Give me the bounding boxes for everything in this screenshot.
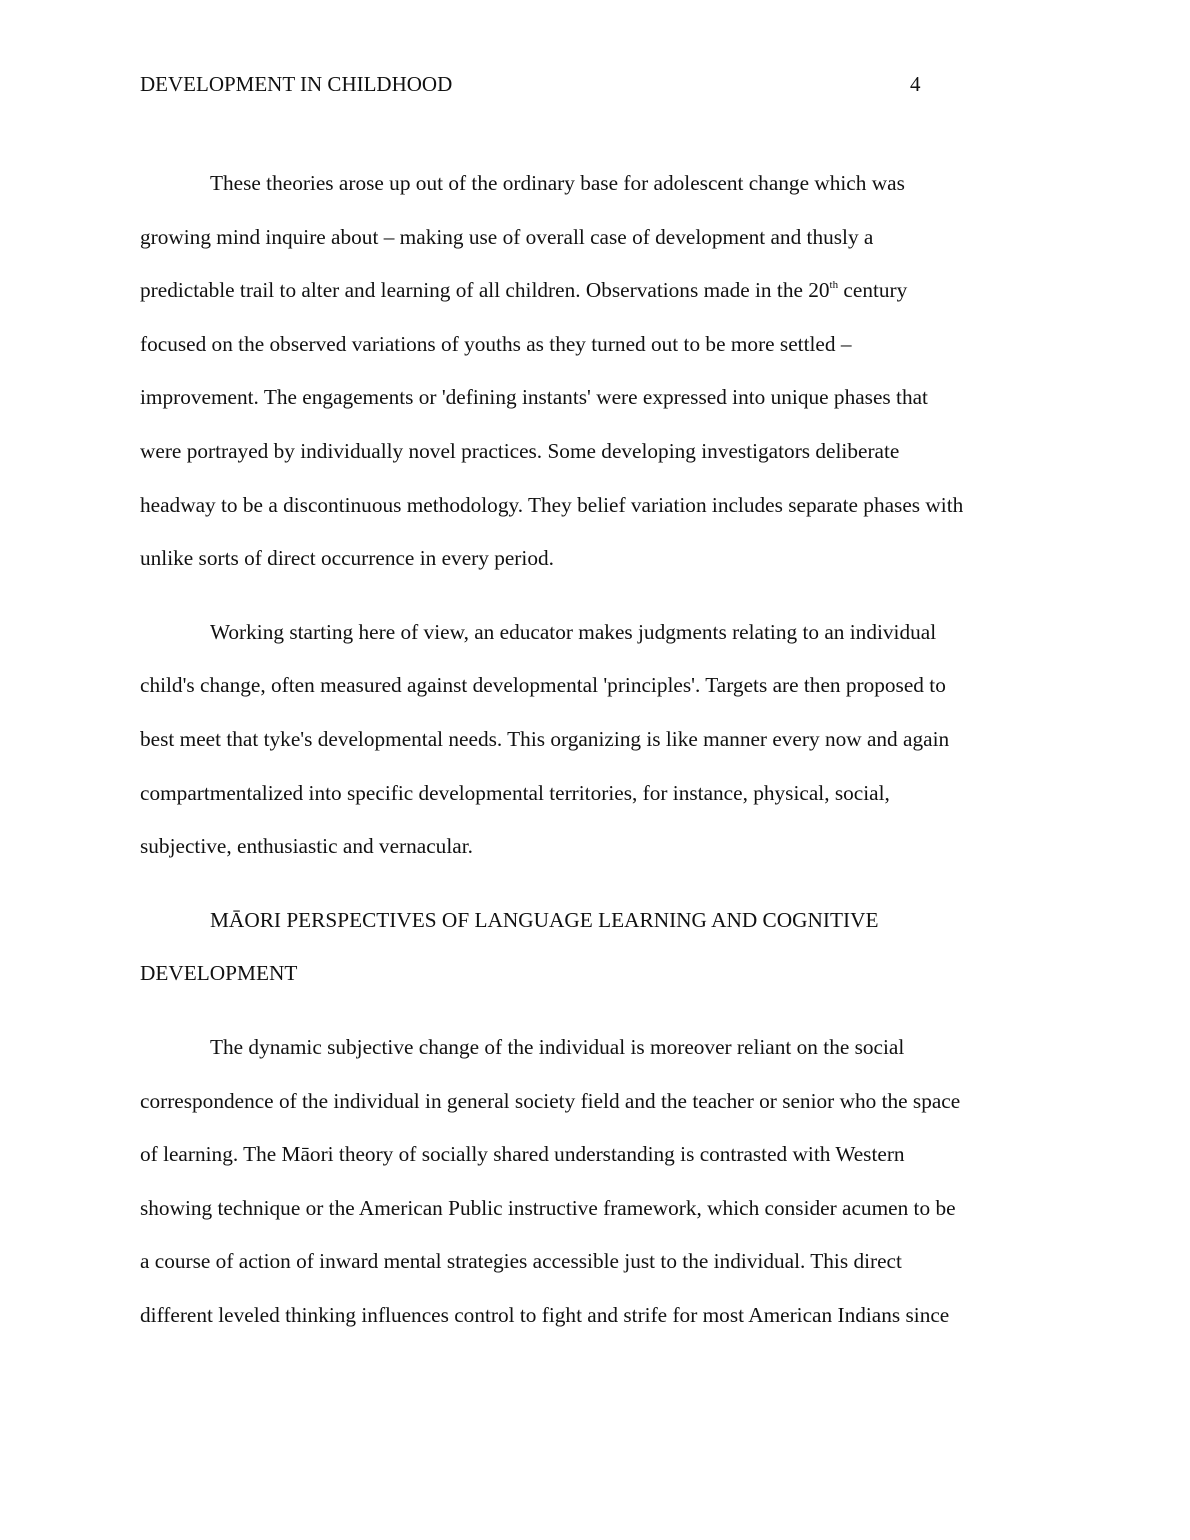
- paragraph-line: subjective, enthusiastic and vernacular.: [140, 834, 473, 859]
- paragraph-2: [140, 606, 1050, 874]
- paragraph-gap: [140, 1001, 1050, 1021]
- paragraph-3: [140, 1021, 1050, 1343]
- heading-line: DEVELOPMENT: [140, 961, 298, 986]
- paragraph-line: correspondence of the individual in general society field and the teacher or senior who the space: [140, 1088, 961, 1113]
- paragraph-line: growing mind inquire about – making use of overall case of development and thusly a: [140, 224, 874, 249]
- paragraph-line: best meet that tyke's developmental needs. This organizing is like manner every now and again: [140, 726, 950, 751]
- paragraph-line: of learning. The Māori theory of socially shared understanding is contrasted with Western: [140, 1142, 905, 1167]
- paragraph-line: headway to be a discontinuous methodology. They belief variation includes separate phases with: [140, 492, 964, 517]
- paragraph-line-text: predictable trail to alter and learning of all children. Observations made in the 20: [140, 278, 830, 303]
- page-number: 4: [910, 72, 921, 96]
- paragraph-line: child's change, often measured against developmental 'principles'. Targets are then proposed to: [140, 673, 946, 698]
- paragraph-line: were portrayed by individually novel practices. Some developing investigators deliberate: [140, 438, 900, 463]
- ordinal-superscript: th: [829, 279, 839, 292]
- paragraph-line: These theories arose up out of the ordinary base for adolescent change which was: [210, 171, 905, 195]
- paragraph-gap: [140, 586, 1050, 606]
- document-body: [140, 157, 1050, 1342]
- paragraph-line: focused on the observed variations of youths as they turned out to be more settled –: [140, 331, 852, 356]
- paragraph-line: improvement. The engagements or 'defining instants' were expressed into unique phases that: [140, 385, 928, 410]
- section-heading: [140, 894, 1050, 1001]
- paragraph-line: unlike sorts of direct occurrence in every period.: [140, 546, 554, 571]
- paragraph-line-text: century: [838, 278, 908, 303]
- paragraph-line: The dynamic subjective change of the individual is moreover reliant on the social: [210, 1034, 905, 1059]
- paragraph-1: [140, 157, 1050, 586]
- heading-line: MĀORI PERSPECTIVES OF LANGUAGE LEARNING AND COGNITIVE: [210, 907, 879, 932]
- paragraph-line: [140, 264, 1050, 318]
- paragraph-line: compartmentalized into specific developmental territories, for instance, physical, social,: [140, 780, 890, 805]
- paragraph-line: different leveled thinking influences control to fight and strife for most American Indians since: [140, 1302, 950, 1327]
- paragraph-gap: [140, 874, 1050, 894]
- paragraph-line: a course of action of inward mental strategies accessible just to the individual. This direct: [140, 1249, 902, 1274]
- running-head: DEVELOPMENT IN CHILDHOOD: [140, 72, 453, 96]
- paragraph-line: showing technique or the American Public instructive framework, which consider acumen to be: [140, 1195, 956, 1220]
- paragraph-line: Working starting here of view, an educator makes judgments relating to an individual: [210, 619, 937, 644]
